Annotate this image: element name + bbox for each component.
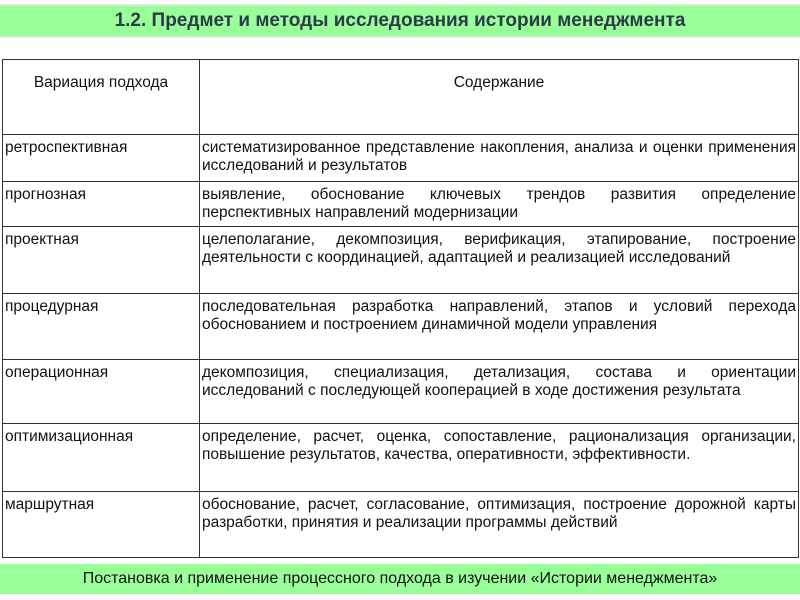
content-cell: последовательная разработка направлений, этапов и условий перехода обоснованием и построением динамичной модели управления — [200, 294, 799, 360]
variation-cell: проектная — [3, 227, 200, 294]
content-cell: целеполагание, декомпозиция, верификация, этапирование, построение деятельности с координацией, адаптацией и реализацией исследований — [200, 227, 799, 294]
slide-title: 1.2. Предмет и методы исследования истории менеджмента — [114, 10, 686, 31]
content-cell: выявление, обоснование ключевых трендов развития определение перспективных направлений модернизации — [200, 182, 799, 227]
content-cell: систематизированное представление накопления, анализа и оценки применения исследований и результатов — [200, 135, 799, 182]
table-row — [3, 135, 799, 182]
table-row — [3, 360, 799, 424]
content-cell: обоснование, расчет, согласование, оптимизация, построение дорожной карты разработки, принятия и реализации программы действий — [200, 492, 799, 558]
content-cell: определение, расчет, оценка, сопоставление, рационализация организации, повышение результатов, качества, оперативности, эффективности. — [200, 424, 799, 492]
table-row — [3, 492, 799, 558]
variation-cell: оптимизационная — [3, 424, 200, 492]
header-content: Содержание — [200, 60, 799, 135]
footer-bar — [0, 564, 800, 594]
table-header-row — [3, 60, 799, 135]
variation-cell: процедурная — [3, 294, 200, 360]
table-row — [3, 424, 799, 492]
variation-cell: операционная — [3, 360, 200, 424]
title-bar — [0, 4, 800, 38]
slide-footer: Постановка и применение процессного подхода в изучении «Истории менеджмента» — [82, 570, 718, 587]
table-row — [3, 294, 799, 360]
table-row — [3, 227, 799, 294]
variation-cell: прогнозная — [3, 182, 200, 227]
variation-cell: ретроспективная — [3, 135, 200, 182]
variation-cell: маршрутная — [3, 492, 200, 558]
content-cell: декомпозиция, специализация, детализация, состава и ориентации исследований с последующей кооперацией в ходе достижения результата — [200, 360, 799, 424]
approach-table — [2, 59, 799, 558]
table-row — [3, 182, 799, 227]
header-variation: Вариация подхода — [3, 60, 200, 135]
